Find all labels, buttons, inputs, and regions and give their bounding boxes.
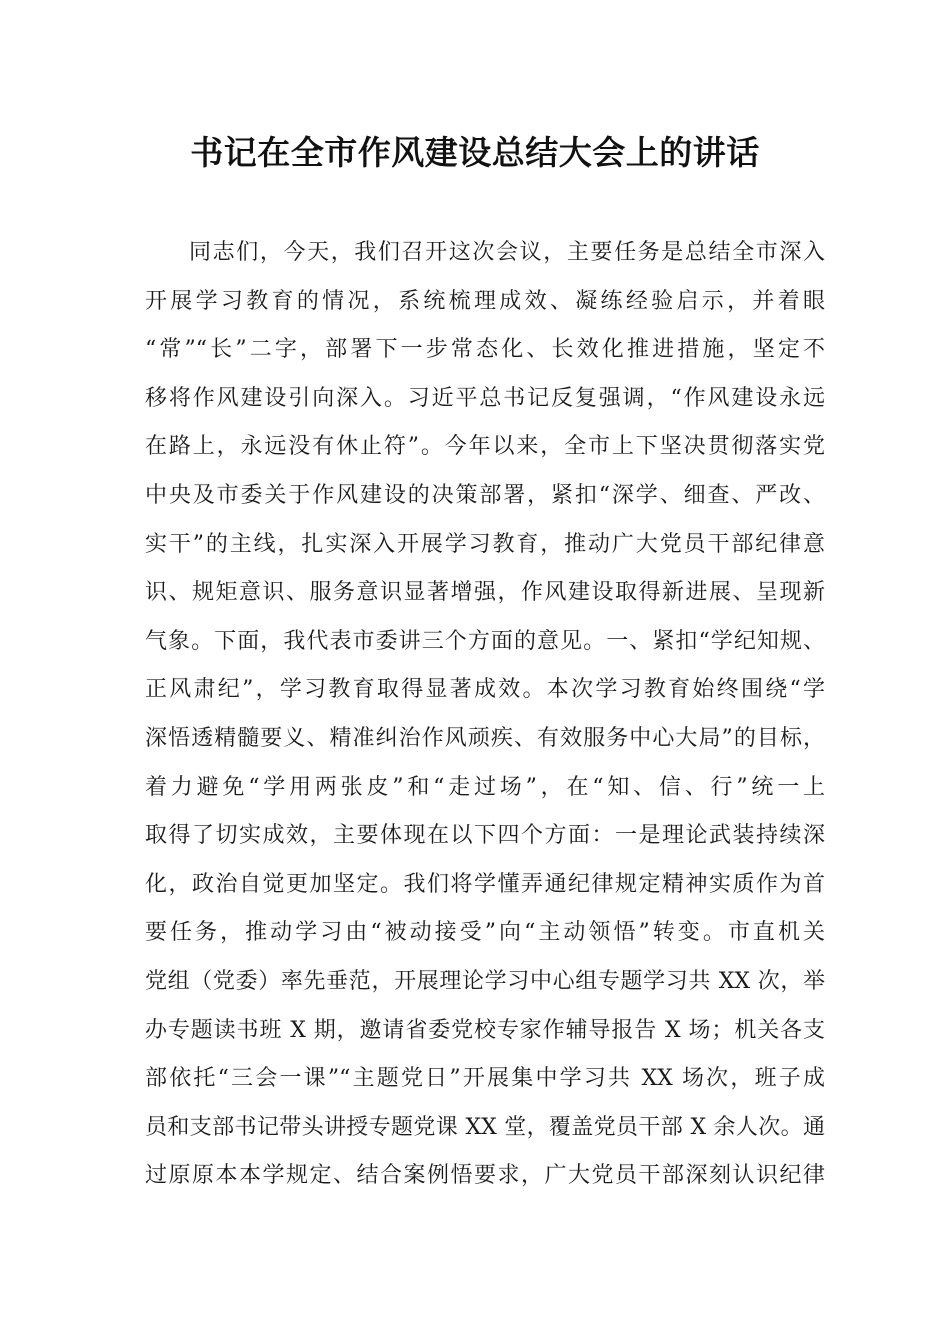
body-line: 着力避免“学用两张皮”和“走过场”，在“知、信、行”统一上 [145, 774, 825, 800]
body-line: 气象。下面，我代表市委讲三个方面的意见。一、紧扣“学纪知规、 [145, 628, 825, 654]
body-line: 中央及市委关于作风建设的决策部署，紧扣“深学、细查、严改、 [145, 482, 825, 508]
body-line: 移将作风建设引向深入。习近平总书记反复强调，“作风建设永远 [145, 385, 825, 411]
document-title: 书记在全市作风建设总结大会上的讲话 [190, 133, 760, 172]
body-line: 深悟透精髓要义、精准纠治作风顽疾、有效服务中心大局”的目标， [145, 725, 825, 751]
body-line: 在路上，永远没有休止符”。今年以来，全市上下坚决贯彻落实党 [145, 434, 825, 460]
body-line: 开展学习教育的情况，系统梳理成效、凝练经验启示，并着眼 [145, 288, 825, 314]
body-line: 取得了切实成效，主要体现在以下四个方面：一是理论武装持续深 [145, 823, 825, 849]
body-line: 员和支部书记带头讲授专题党课 XX 堂，覆盖党员干部 X 余人次。通 [145, 1114, 825, 1140]
body-line: 正风肃纪”，学习教育取得显著成效。本次学习教育始终围绕“学 [145, 677, 825, 703]
body-line: “常”“长”二字，部署下一步常态化、长效化推进措施，坚定不 [145, 337, 825, 363]
body-line: 识、规矩意识、服务意识显著增强，作风建设取得新进展、呈现新 [145, 580, 825, 606]
body-line: 实干”的主线，扎实深入开展学习教育，推动广大党员干部纪律意 [145, 531, 825, 557]
body-line: 化，政治自觉更加坚定。我们将学懂弄通纪律规定精神实质作为首 [145, 871, 825, 897]
document-body [145, 229, 825, 1201]
body-line: 要任务，推动学习由“被动接受”向“主动领悟”转变。市直机关 [145, 920, 825, 946]
body-line: 办专题读书班 X 期，邀请省委党校专家作辅导报告 X 场；机关各支 [145, 1017, 825, 1043]
body-line: 党组（党委）率先垂范，开展理论学习中心组专题学习共 XX 次，举 [145, 968, 825, 994]
body-line: 同志们，今天，我们召开这次会议，主要任务是总结全市深入 [189, 240, 825, 265]
body-line: 部依托“三会一课”“主题党日”开展集中学习共 XX 场次，班子成 [145, 1066, 825, 1092]
body-line: 过原原本本学规定、结合案例悟要求，广大党员干部深刻认识纪律 [145, 1163, 825, 1189]
